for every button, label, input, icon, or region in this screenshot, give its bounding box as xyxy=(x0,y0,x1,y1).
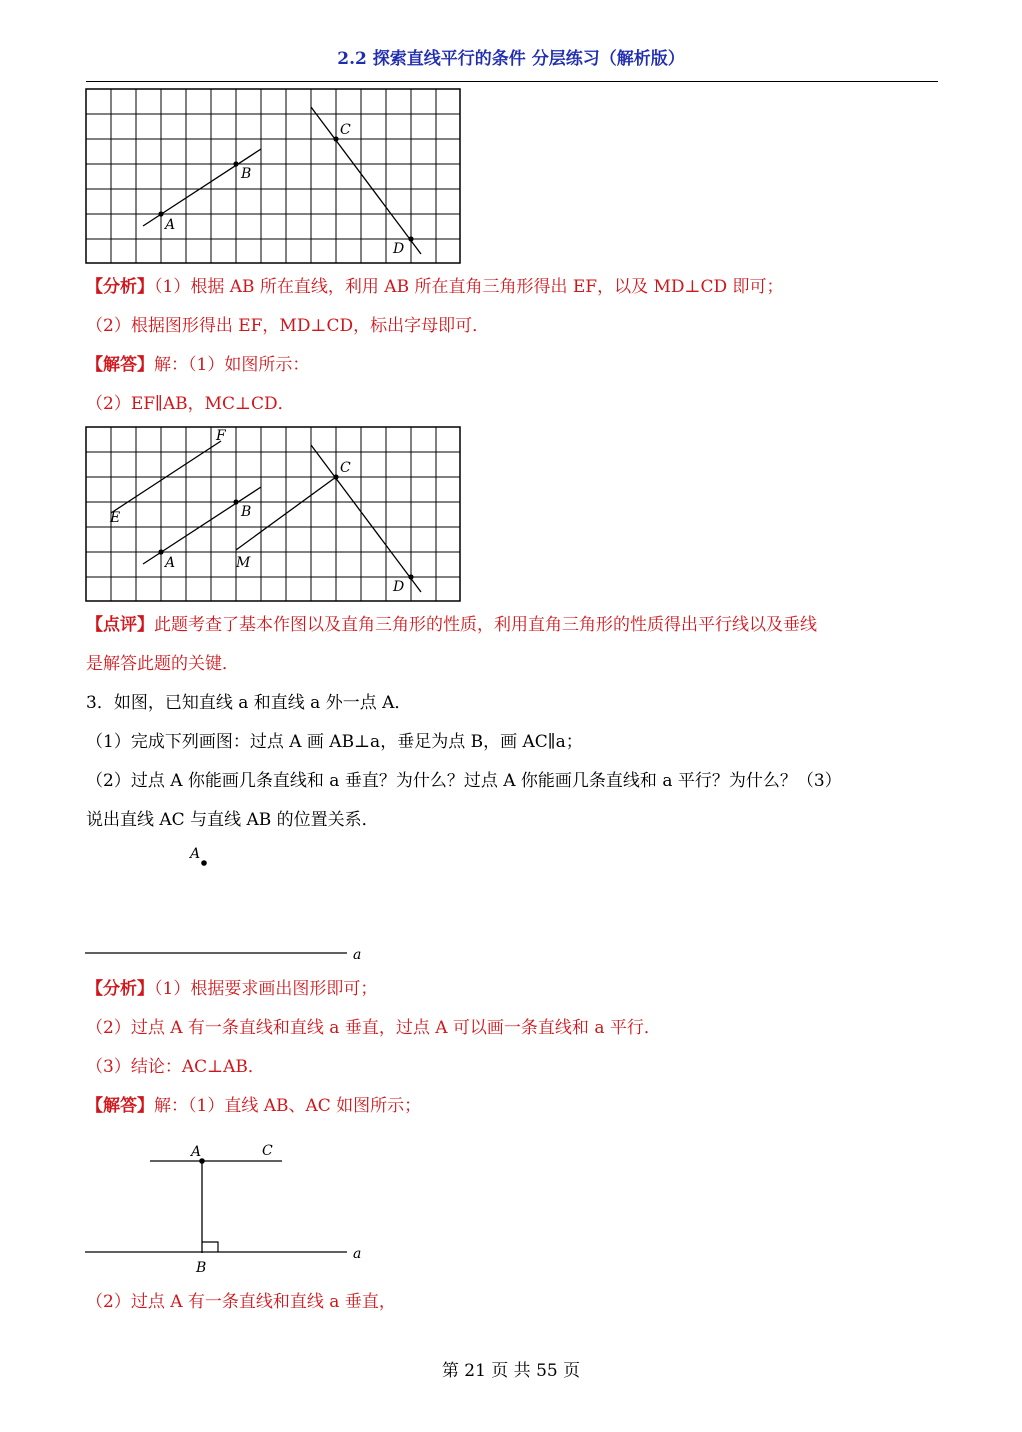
analysis-3-line-3: （3）结论：AC⊥AB． xyxy=(86,1057,265,1077)
label-b-2: B xyxy=(241,504,252,520)
analysis-tag: 【分析】 xyxy=(86,277,154,297)
analysis-1-line-1: 【分析】（1）根据 AB 所在直线，利用 AB 所在直角三角形得出 EF，以及 MD⊥CD 即可； xyxy=(86,277,784,297)
point-a xyxy=(158,211,163,216)
analysis-1-line-2: （2）根据图形得出 EF，MD⊥CD，标出字母即可． xyxy=(86,316,490,336)
line-cd xyxy=(311,107,421,254)
page-title: 2.2 探索直线平行的条件 分层练习（解析版） xyxy=(337,49,685,69)
label-a-3: A xyxy=(190,846,201,862)
analysis-tag-3: 【分析】 xyxy=(86,979,154,999)
label-line-a: a xyxy=(353,947,362,963)
grid-figure-1 xyxy=(85,88,463,266)
question-3-line-3: （2）过点 A 你能画几条直线和 a 垂直？为什么？过点 A 你能画几条直线和 a 平行？为什么？（3） xyxy=(86,771,842,791)
point-c-2 xyxy=(333,474,338,479)
label-m: M xyxy=(236,555,251,571)
answer-3-line-1: 【解答】解：（1）直线 AB、AC 如图所示； xyxy=(86,1096,422,1116)
figure-3 xyxy=(85,838,385,968)
label-d: D xyxy=(393,241,405,257)
label-b: B xyxy=(241,166,252,182)
analysis-3-line-1: 【分析】（1）根据要求画出图形即可； xyxy=(86,979,378,999)
label-a-4: A xyxy=(191,1144,202,1160)
comment-1-line-1: 【点评】此题考查了基本作图以及直角三角形的性质，利用直角三角形的性质得出平行线以及垂线 xyxy=(86,615,817,635)
header-rule xyxy=(86,81,938,82)
analysis-3-line-2: （2）过点 A 有一条直线和直线 a 垂直，过点 A 可以画一条直线和 a 平行． xyxy=(86,1018,661,1038)
label-e: E xyxy=(110,510,121,526)
right-angle-mark xyxy=(202,1242,218,1252)
grid-figure-2 xyxy=(85,426,463,604)
point-a-2 xyxy=(158,549,163,554)
point-b-2 xyxy=(233,499,238,504)
label-f: F xyxy=(216,428,226,444)
question-3-line-1: 3．如图，已知直线 a 和直线 a 外一点 A． xyxy=(86,693,412,713)
answer-1-line-2: （2）EF∥AB，MC⊥CD． xyxy=(86,394,295,414)
point-d-2 xyxy=(408,574,413,579)
point-b xyxy=(233,161,238,166)
question-3-line-4: 说出直线 AC 与直线 AB 的位置关系． xyxy=(86,810,379,830)
answer-tag: 【解答】 xyxy=(86,355,154,375)
label-d-2: D xyxy=(393,579,405,595)
label-a-2: A xyxy=(165,555,176,571)
comment-tag: 【点评】 xyxy=(86,615,154,635)
answer-tag-3: 【解答】 xyxy=(86,1096,154,1116)
point-d xyxy=(408,236,413,241)
point-a-3 xyxy=(201,860,207,866)
question-3-line-2: （1）完成下列画图：过点 A 画 AB⊥a，垂足为点 B，画 AC∥a； xyxy=(86,732,583,752)
point-c xyxy=(333,136,338,141)
label-c-4: C xyxy=(262,1143,273,1159)
label-c: C xyxy=(340,122,351,138)
page-number: 第 21 页 共 55 页 xyxy=(441,1361,581,1381)
figure-4 xyxy=(85,1135,385,1280)
label-c-2: C xyxy=(340,460,351,476)
comment-1-line-2: 是解答此题的关键． xyxy=(86,654,239,674)
label-b-4: B xyxy=(196,1260,207,1276)
label-line-a-4: a xyxy=(353,1246,362,1262)
answer-1-line-1: 【解答】解：（1）如图所示： xyxy=(86,355,310,375)
line-cd-2 xyxy=(311,445,421,592)
answer-3-line-2: （2）过点 A 有一条直线和直线 a 垂直， xyxy=(86,1292,396,1312)
label-a: A xyxy=(165,217,176,233)
